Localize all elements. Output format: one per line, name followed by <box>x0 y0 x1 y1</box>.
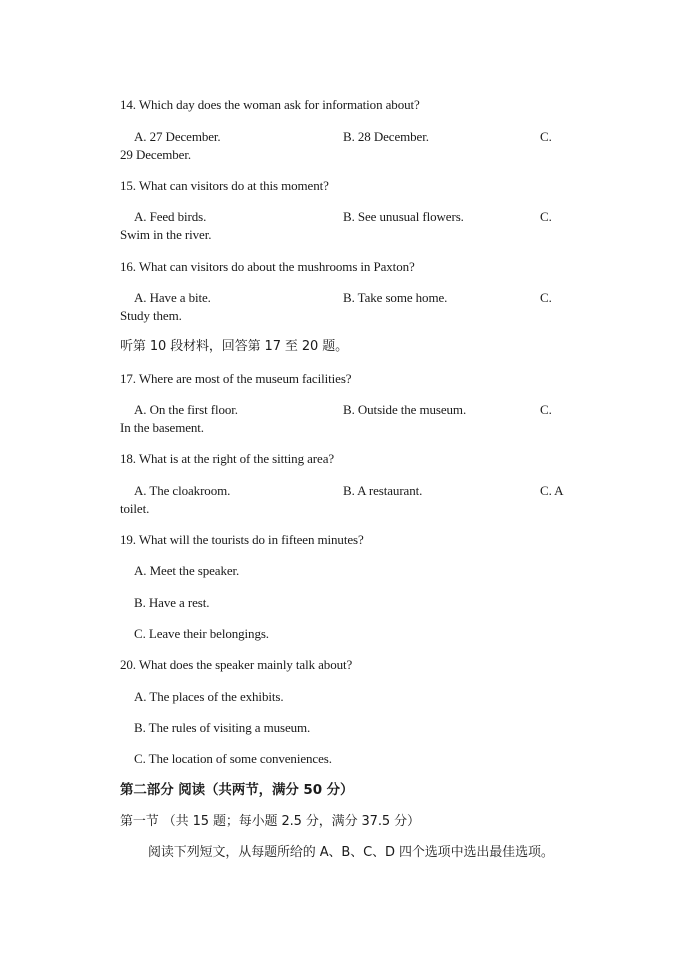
q20-option-b: B. The rules of visiting a museum. <box>134 720 311 735</box>
part2-heading: 第二部分 阅读（共两节，满分 50 分） <box>120 782 354 798</box>
section1-heading: 第一节 （共 15 题；每小题 2.5 分，满分 37.5 分） <box>120 814 420 829</box>
q14-option-b: B. 28 December. <box>343 129 429 144</box>
q18-option-c-text: toilet. <box>120 501 150 516</box>
question-20: 20. What does the speaker mainly talk about? <box>120 657 353 672</box>
question-14: 14. Which day does the woman ask for information about? <box>120 97 420 112</box>
question-17: 17. Where are most of the museum facilities? <box>120 371 352 386</box>
q16-option-c-text: Study them. <box>120 308 182 323</box>
q15-option-b: B. See unusual flowers. <box>343 209 464 224</box>
q16-option-c-label: C. <box>540 290 552 305</box>
q15-option-a: A. Feed birds. <box>134 209 207 224</box>
q16-option-a: A. Have a bite. <box>134 290 211 305</box>
q14-option-c-text: 29 December. <box>120 147 191 162</box>
q18-option-a: A. The cloakroom. <box>134 483 231 498</box>
q16-option-b: B. Take some home. <box>343 290 448 305</box>
q20-option-a: A. The places of the exhibits. <box>134 689 284 704</box>
q19-option-c: C. Leave their belongings. <box>134 626 269 641</box>
question-18: 18. What is at the right of the sitting area? <box>120 451 335 466</box>
q15-option-c-label: C. <box>540 209 552 224</box>
q18-option-c-label: C. A <box>540 483 564 498</box>
q17-option-c-text: In the basement. <box>120 420 204 435</box>
reading-instruction: 阅读下列短文，从每题所给的 A、B、C、D 四个选项中选出最佳选项。 <box>148 845 554 860</box>
question-15: 15. What can visitors do at this moment? <box>120 178 329 193</box>
q19-option-b: B. Have a rest. <box>134 595 210 610</box>
listening-instruction: 听第 10 段材料，回答第 17 至 20 题。 <box>120 339 349 354</box>
q18-option-b: B. A restaurant. <box>343 483 423 498</box>
q17-option-b: B. Outside the museum. <box>343 402 467 417</box>
q14-option-c-label: C. <box>540 129 552 144</box>
q15-option-c-text: Swim in the river. <box>120 227 212 242</box>
q14-option-a: A. 27 December. <box>134 129 221 144</box>
q20-option-c: C. The location of some conveniences. <box>134 751 332 766</box>
q17-option-c-label: C. <box>540 402 552 417</box>
q19-option-a: A. Meet the speaker. <box>134 563 240 578</box>
question-19: 19. What will the tourists do in fifteen minutes? <box>120 532 364 547</box>
q17-option-a: A. On the first floor. <box>134 402 238 417</box>
question-16: 16. What can visitors do about the mushrooms in Paxton? <box>120 259 415 274</box>
